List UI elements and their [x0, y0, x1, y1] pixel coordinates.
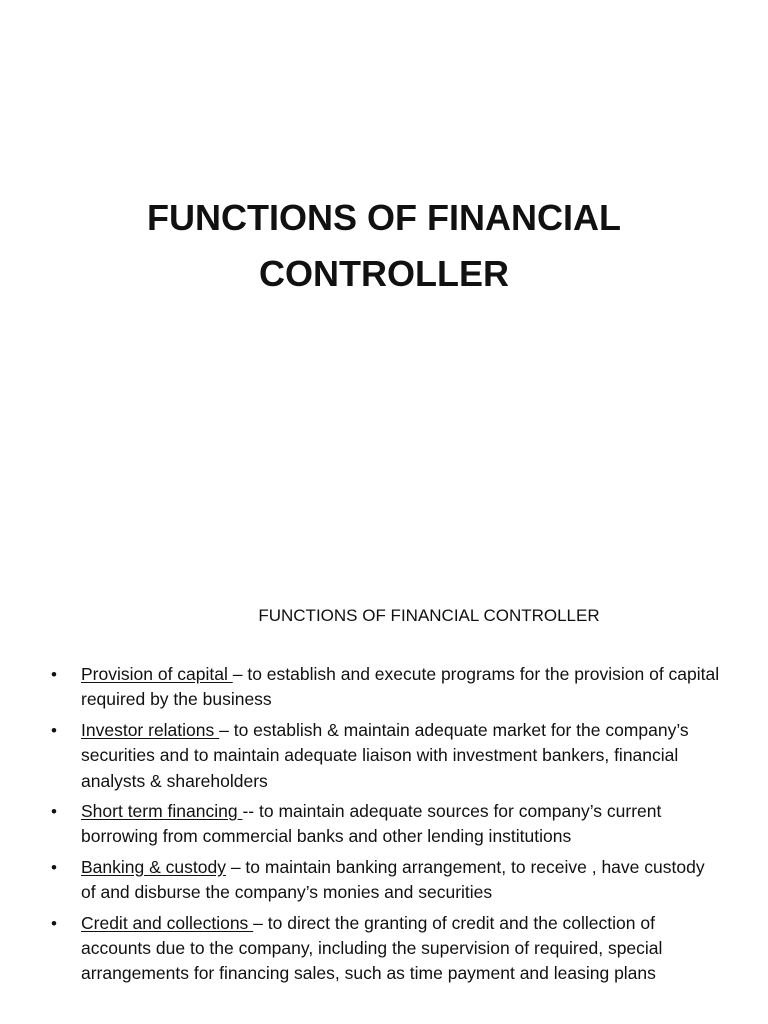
bullet-icon: • — [51, 913, 57, 933]
list-item — [48, 799, 720, 850]
list-item — [48, 855, 720, 906]
item-description: -- to maintain adequate sources for company’s current borrowing from commercial banks and other lending institutions — [81, 801, 662, 847]
bullet-icon: • — [51, 857, 57, 877]
item-description: – to establish & maintain adequate market for the company’s securities and to maintain adequate liaison with investment bankers, financial analysts & shareholders — [81, 719, 689, 791]
item-description: – to maintain banking arrangement, to receive , have custody of and disburse the company’s monies and securities — [81, 856, 705, 903]
item-term: Banking & custody — [81, 856, 226, 877]
slide-title — [60, 190, 708, 302]
item-term: Investor relations — [81, 719, 220, 740]
bullet-icon: • — [51, 802, 57, 822]
item-description: – to direct the granting of credit and the collection of accounts due to the company, including the supervision of required, special arrangements for financing sales, such as time payment and leasing plans — [81, 912, 663, 984]
bullet-icon: • — [51, 720, 57, 740]
functions-list — [48, 662, 720, 992]
item-description: – to establish and execute programs for the provision of capital required by the business — [81, 664, 720, 710]
list-item — [48, 718, 720, 794]
slide-title-line-1: FUNCTIONS OF FINANCIAL — [147, 197, 621, 238]
list-item — [48, 662, 720, 713]
item-term: Provision of capital — [81, 664, 233, 684]
item-term: Short term financing — [81, 801, 243, 822]
section-heading: FUNCTIONS OF FINANCIAL CONTROLLER — [258, 606, 600, 625]
bullet-icon: • — [51, 665, 57, 684]
list-item — [48, 911, 720, 987]
slide-title-line-2: CONTROLLER — [259, 253, 509, 294]
item-term: Credit and collections — [81, 912, 254, 933]
